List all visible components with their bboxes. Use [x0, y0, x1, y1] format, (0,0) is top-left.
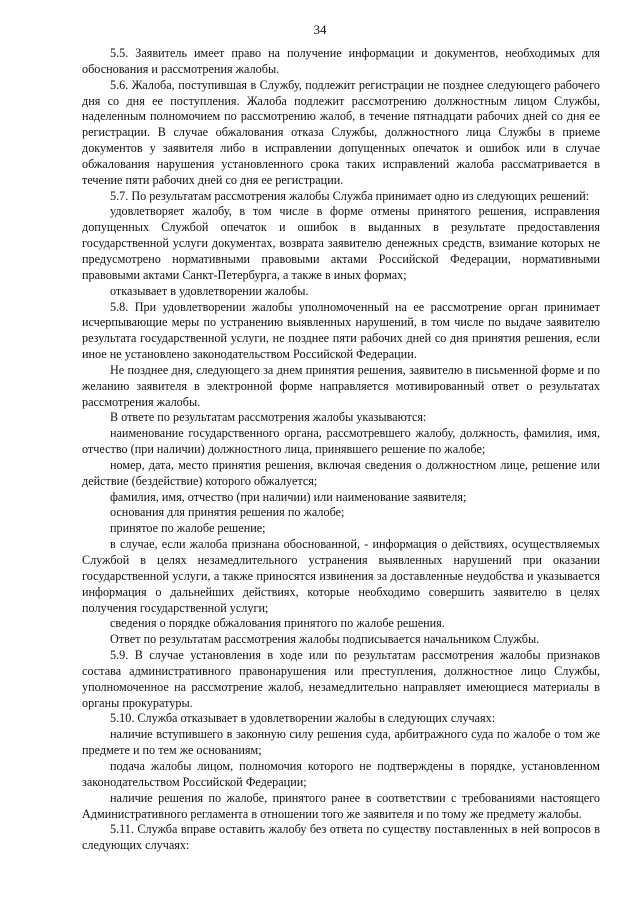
paragraph-5-6: 5.6. Жалоба, поступившая в Службу, подлежит регистрации не позднее следующего рабочего дня со дня ее поступления. Жалоба подлежит рассмотрению должностным лицом Службы, наделенным полномочием по рассмотрению жалоб, в течение пятнадцати рабочих дней со дня ее регистрации. В случае обжалования отказа Службы, должностного лица Службы в приеме документов у заявителя либо в исправлении допущенных опечаток и ошибок или в случае обжалования нарушения установленного срока таких исправлений жалоба рассматривается в течение пяти рабочих дней со дня ее регистрации. — [82, 77, 600, 187]
response-contents-heading: В ответе по результатам рассмотрения жалобы указываются: — [110, 410, 427, 425]
response-item-decision: принятое по жалобе решение; — [110, 521, 266, 536]
paragraph-5-7: 5.7. По результатам рассмотрения жалобы Служба принимает одно из следующих решений: — [110, 188, 590, 203]
response-signature-paragraph: Ответ по результатам рассмотрения жалобы подписывается начальником Службы. — [110, 632, 540, 647]
paragraph-5-11: 5.11. Служба вправе оставить жалобу без ответа по существу поставленных в ней вопросов в следующих случаях: — [82, 822, 600, 853]
response-deadline-paragraph: Не позднее дня, следующего за днем принятия решения, заявителю в письменной форме и по желанию заявителя в электронной форме направляется мотивированный ответ о результатах рассмотрения жалобы. — [82, 362, 600, 409]
refusal-case-unconfirmed-authority: подача жалобы лицом, полномочия которого не подтверждены в порядке, установленном законодательством Российской Федерации; — [82, 758, 600, 789]
refusal-case-court-decision: наличие вступившего в законную силу решения суда, арбитражного суда по жалобе о том же предмете и по тем же основаниям; — [82, 727, 600, 758]
decision-refuse: отказывает в удовлетворении жалобы. — [110, 283, 309, 298]
paragraph-5-8: 5.8. При удовлетворении жалобы уполномоченный на ее рассмотрение орган принимает исчерпывающие меры по устранению выявленных нарушений, в том числе по выдаче заявителю результата государственной услуги, не позднее пяти рабочих дней со дня принятия решения, если иное не установлено законодательством Российской Федерации. — [82, 299, 600, 362]
response-item-appeal-procedure: сведения о порядке обжалования принятого по жалобе решения. — [110, 616, 445, 631]
document-body — [82, 46, 600, 854]
response-item-applicant-name: фамилия, имя, отчество (при наличии) или наименование заявителя; — [110, 489, 467, 504]
decision-satisfy: удовлетворяет жалобу, в том числе в форме отмены принятого решения, исправления допущенных Службой опечаток и ошибок в выданных в результате предоставления государственной услуги документах, возврата заявителю денежных средств, взимание которых не предусмотрено нормативными правовыми актами Российской Федерации, нормативными правовыми актами Санкт-Петербурга, а также в иных формах; — [82, 204, 600, 282]
page-number: 34 — [313, 22, 327, 37]
paragraph-5-10: 5.10. Служба отказывает в удовлетворении жалобы в следующих случаях: — [110, 711, 496, 726]
refusal-case-prior-decision: наличие решения по жалобе, принятого ранее в соответствии с требованиями настоящего Административного регламента в отношении того же заявителя и по тому же предмету жалобы. — [82, 790, 600, 821]
paragraph-5-9: 5.9. В случае установления в ходе или по результатам рассмотрения жалобы признаков состава административного правонарушения или преступления, должностное лицо Службы, уполномоченное на рассмотрение жалоб, незамедлительно направляет имеющиеся материалы в органы прокуратуры. — [82, 648, 600, 710]
response-item-authority: наименование государственного органа, рассмотревшего жалобу, должность, фамилия, имя, отчество (при наличии) должностного лица, принявшего решение по жалобе; — [82, 426, 600, 457]
response-item-grounds: основания для принятия решения по жалобе; — [110, 505, 345, 520]
paragraph-5-5: 5.5. Заявитель имеет право на получение информации и документов, необходимых для обоснования и рассмотрения жалобы. — [82, 46, 600, 76]
response-item-decision-details: номер, дата, место принятия решения, включая сведения о должностном лице, решение или действие (бездействие) которого обжалуется; — [82, 457, 600, 488]
response-item-justified-complaint: в случае, если жалоба признана обоснованной, - информация о действиях, осуществляемых Службой в целях незамедлительного устранения выявленных нарушений при оказании государственной услуги, а также приносятся извинения за доставленные неудобства и указывается информация о дальнейших действиях, которые необходимо совершить заявителю в целях получения государственной услуги; — [82, 537, 600, 615]
